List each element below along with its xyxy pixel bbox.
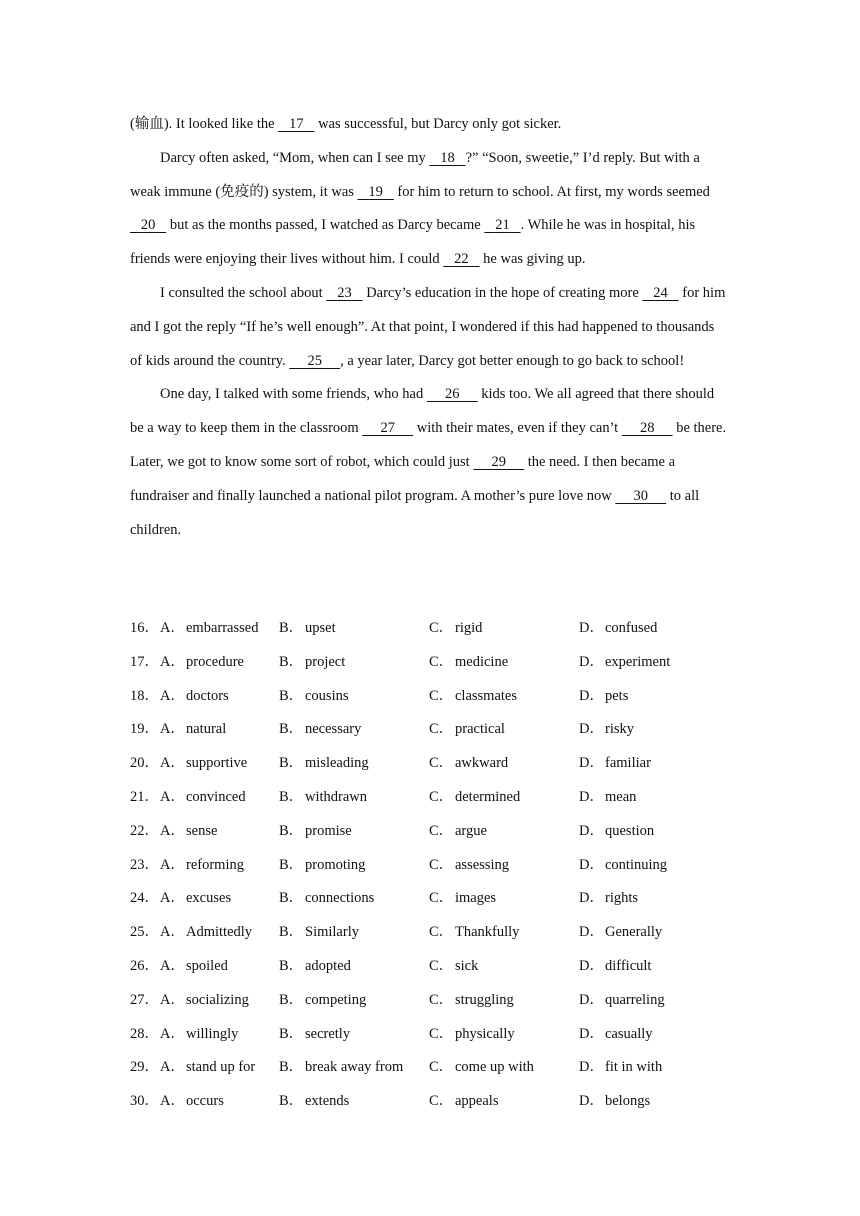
- option-letter: D．: [579, 620, 604, 636]
- passage: [130, 108, 728, 547]
- question-row: [130, 747, 740, 781]
- text-run: was successful, but Darcy only got sicker.: [314, 116, 562, 132]
- option-letter: D．: [579, 653, 604, 670]
- text-run: One day, I talked with some friends, who had: [160, 386, 427, 403]
- option-b: [279, 1085, 349, 1119]
- option-c: [429, 781, 520, 815]
- option-letter: A．: [160, 653, 185, 670]
- question-number: 28．: [130, 1025, 159, 1042]
- question-row: [130, 713, 740, 747]
- option-text: upset: [305, 620, 336, 636]
- option-letter: C．: [429, 957, 454, 974]
- option-letter: C．: [429, 924, 454, 941]
- option-text: physically: [455, 1025, 515, 1042]
- option-b: [279, 646, 345, 680]
- blank-17: 17: [289, 116, 304, 132]
- option-text: struggling: [455, 991, 514, 1008]
- option-a: [160, 1051, 255, 1085]
- option-text: stand up for: [186, 1059, 256, 1076]
- question-row: [130, 815, 740, 849]
- option-text: rights: [605, 890, 639, 907]
- option-c: [429, 747, 508, 781]
- option-text: supportive: [186, 755, 248, 772]
- paragraph-3: [130, 277, 728, 378]
- question-row: [130, 916, 740, 950]
- option-c: [429, 815, 487, 849]
- option-letter: D．: [579, 856, 604, 873]
- option-text: convinced: [186, 788, 246, 805]
- paragraph-4: [130, 378, 728, 547]
- blank-19: 19: [368, 183, 383, 200]
- option-b: [279, 747, 369, 781]
- option-a: [160, 950, 228, 984]
- option-letter: D．: [579, 755, 604, 772]
- option-text: medicine: [455, 653, 509, 670]
- option-letter: A．: [160, 957, 185, 974]
- option-text: appeals: [455, 1093, 499, 1110]
- option-letter: B．: [279, 1093, 304, 1110]
- option-d: [579, 1051, 662, 1085]
- option-letter: A．: [160, 1059, 185, 1076]
- option-text: argue: [455, 822, 487, 839]
- option-a: [160, 747, 247, 781]
- option-b: [279, 1051, 403, 1085]
- option-c: [429, 950, 478, 984]
- question-row: [130, 950, 740, 984]
- option-text: assessing: [455, 856, 509, 873]
- option-c: [429, 984, 514, 1018]
- option-a: [160, 680, 229, 714]
- text-run: kids too. We all agreed that there should be a way to keep them in the classroom: [130, 386, 715, 437]
- option-b: [279, 680, 349, 714]
- option-text: risky: [605, 721, 634, 738]
- option-letter: A．: [160, 1025, 185, 1042]
- option-text: pets: [605, 687, 629, 704]
- option-text: extends: [305, 1093, 350, 1110]
- option-letter: B．: [279, 890, 304, 907]
- option-b: [279, 984, 366, 1018]
- option-text: excuses: [186, 890, 232, 907]
- option-text: belongs: [605, 1093, 651, 1110]
- blank-21: 21: [495, 217, 510, 234]
- option-text: fit in with: [605, 1059, 663, 1076]
- text-run: I consulted the school about: [160, 284, 327, 301]
- question-number: 17．: [130, 653, 159, 670]
- option-d: [579, 781, 636, 815]
- text-run: Darcy’s education in the hope of creating more: [362, 284, 643, 301]
- option-letter: C．: [429, 653, 454, 670]
- blank-23: 23: [337, 284, 352, 301]
- option-letter: A．: [160, 890, 185, 907]
- blank-27: 27: [380, 420, 395, 437]
- option-text: Generally: [605, 924, 663, 941]
- option-letter: A．: [160, 721, 185, 738]
- text-run: with their mates, even if they can’t: [413, 420, 622, 437]
- blank-22: 22: [454, 251, 469, 268]
- option-letter: B．: [279, 991, 304, 1008]
- option-letter: B．: [279, 924, 304, 941]
- text-run: for him and I got the reply “If he’s well enough”. At that point, I wondered if this had happened to thousands of kids around the country.: [130, 284, 726, 369]
- option-d: [579, 950, 651, 984]
- option-letter: C．: [429, 755, 454, 772]
- option-text: project: [305, 653, 346, 670]
- option-text: confused: [605, 620, 658, 636]
- question-row: [130, 1085, 740, 1119]
- question-number: 21．: [130, 788, 159, 805]
- option-text: occurs: [186, 1093, 224, 1110]
- option-d: [579, 680, 628, 714]
- option-c: [429, 1018, 515, 1052]
- option-letter: D．: [579, 890, 604, 907]
- question-number: 26．: [130, 957, 159, 974]
- option-letter: C．: [429, 721, 454, 738]
- option-text: familiar: [605, 755, 651, 772]
- option-b: [279, 916, 359, 950]
- option-text: break away from: [305, 1059, 404, 1076]
- option-c: [429, 916, 519, 950]
- option-d: [579, 747, 651, 781]
- option-text: reforming: [186, 856, 244, 873]
- option-letter: A．: [160, 788, 185, 805]
- text-run: the need. I then became a fundraiser and finally launched a national pilot program. A mother’s pure love now: [130, 453, 676, 504]
- option-text: determined: [455, 788, 521, 805]
- text-run: but as the months passed, I watched as Darcy became: [166, 217, 485, 234]
- option-letter: B．: [279, 721, 304, 738]
- option-text: question: [605, 822, 655, 839]
- option-text: promoting: [305, 856, 366, 873]
- option-text: procedure: [186, 653, 244, 670]
- option-letter: D．: [579, 687, 604, 704]
- option-letter: B．: [279, 1059, 304, 1076]
- option-b: [279, 1018, 350, 1052]
- question-row: [130, 680, 740, 714]
- option-letter: A．: [160, 687, 185, 704]
- option-text: rigid: [455, 620, 483, 636]
- option-a: [160, 815, 217, 849]
- option-letter: C．: [429, 788, 454, 805]
- option-d: [579, 1085, 650, 1119]
- question-row: [130, 882, 740, 916]
- option-c: [429, 612, 482, 646]
- option-letter: C．: [429, 687, 454, 704]
- text-run: (输血). It looked like the: [130, 116, 279, 132]
- text-run: . While he was in hospital, his friends were enjoying their lives without him. I could: [130, 217, 696, 268]
- option-letter: B．: [279, 957, 304, 974]
- option-letter: C．: [429, 991, 454, 1008]
- option-text: adopted: [305, 957, 351, 974]
- blank-26: 26: [444, 386, 460, 403]
- question-number: 25．: [130, 924, 159, 941]
- option-a: [160, 1085, 224, 1119]
- option-text: secretly: [305, 1025, 351, 1042]
- option-c: [429, 713, 505, 747]
- option-a: [160, 849, 244, 883]
- option-d: [579, 984, 665, 1018]
- option-text: misleading: [305, 755, 369, 772]
- option-letter: A．: [160, 620, 185, 636]
- option-c: [429, 1051, 534, 1085]
- option-a: [160, 781, 246, 815]
- text-run: , a year later, Darcy got better enough to go back to school!: [340, 352, 685, 369]
- option-letter: A．: [160, 755, 185, 772]
- option-letter: B．: [279, 620, 304, 636]
- option-letter: A．: [160, 991, 185, 1008]
- question-number: 27．: [130, 991, 159, 1008]
- option-text: sense: [186, 822, 218, 839]
- option-text: Thankfully: [455, 924, 520, 941]
- option-c: [429, 680, 517, 714]
- text-run: Darcy often asked, “Mom, when can I see my: [160, 149, 430, 166]
- option-b: [279, 950, 351, 984]
- option-b: [279, 815, 352, 849]
- option-text: cousins: [305, 687, 349, 704]
- option-text: withdrawn: [305, 788, 368, 805]
- option-letter: D．: [579, 822, 604, 839]
- option-a: [160, 882, 231, 916]
- option-c: [429, 882, 496, 916]
- option-d: [579, 815, 654, 849]
- option-text: awkward: [455, 755, 509, 772]
- option-text: competing: [305, 991, 367, 1008]
- answer-options: [130, 612, 740, 1119]
- option-letter: A．: [160, 1093, 185, 1110]
- option-b: [279, 849, 365, 883]
- option-letter: C．: [429, 1093, 454, 1110]
- option-d: [579, 612, 657, 646]
- option-c: [429, 849, 509, 883]
- blank-30: 30: [633, 487, 648, 504]
- option-text: come up with: [455, 1059, 534, 1076]
- option-letter: D．: [579, 957, 604, 974]
- option-b: [279, 713, 361, 747]
- option-letter: A．: [160, 856, 185, 873]
- blank-18: 18: [440, 149, 455, 166]
- option-a: [160, 984, 249, 1018]
- option-text: images: [455, 890, 497, 907]
- option-d: [579, 916, 662, 950]
- option-b: [279, 781, 367, 815]
- option-text: Similarly: [305, 924, 359, 941]
- option-d: [579, 713, 634, 747]
- option-letter: B．: [279, 755, 304, 772]
- option-text: natural: [186, 721, 227, 738]
- option-d: [579, 849, 667, 883]
- option-text: embarrassed: [186, 620, 259, 636]
- option-text: casually: [605, 1025, 653, 1042]
- option-a: [160, 646, 244, 680]
- text-run: he was giving up.: [479, 251, 586, 268]
- option-letter: D．: [579, 721, 604, 738]
- question-row: [130, 849, 740, 883]
- option-text: necessary: [305, 721, 362, 738]
- option-text: difficult: [605, 957, 652, 974]
- option-letter: C．: [429, 620, 454, 636]
- option-letter: B．: [279, 822, 304, 839]
- option-letter: D．: [579, 1059, 604, 1076]
- option-letter: B．: [279, 1025, 304, 1042]
- option-letter: A．: [160, 924, 185, 941]
- text-run: be there. Later, we got to know some sort of robot, which could just: [130, 420, 727, 470]
- blank-25: 25: [307, 352, 322, 369]
- blank-28: 28: [639, 420, 655, 437]
- option-text: spoiled: [186, 957, 228, 974]
- option-text: mean: [605, 788, 637, 805]
- question-number: 29．: [130, 1059, 159, 1076]
- option-a: [160, 612, 258, 646]
- option-text: classmates: [455, 687, 518, 704]
- option-letter: D．: [579, 1025, 604, 1042]
- option-letter: A．: [160, 822, 185, 839]
- question-row: [130, 781, 740, 815]
- option-text: quarreling: [605, 991, 665, 1008]
- option-text: promise: [305, 822, 352, 839]
- question-number: 22．: [130, 822, 159, 839]
- option-text: willingly: [186, 1025, 239, 1042]
- blank-29: 29: [491, 453, 506, 470]
- question-number: 24．: [130, 890, 159, 907]
- text-run: ?” “Soon, sweetie,” I’d reply. But with a weak immune (免疫的) system, it was: [130, 149, 700, 200]
- question-number: 20．: [130, 755, 159, 772]
- option-letter: C．: [429, 1025, 454, 1042]
- question-number: 30．: [130, 1093, 159, 1110]
- option-letter: C．: [429, 890, 454, 907]
- paragraph-2: [130, 142, 728, 277]
- question-row: [130, 646, 740, 680]
- option-letter: C．: [429, 822, 454, 839]
- option-letter: C．: [429, 1059, 454, 1076]
- option-c: [429, 1085, 498, 1119]
- option-a: [160, 713, 226, 747]
- question-row: [130, 1018, 740, 1052]
- option-text: socializing: [186, 991, 249, 1008]
- option-text: doctors: [186, 687, 229, 704]
- option-text: Admittedly: [186, 924, 253, 941]
- blank-24: 24: [653, 284, 668, 301]
- question-row: [130, 1051, 740, 1085]
- question-number: 16．: [130, 620, 159, 636]
- option-letter: C．: [429, 856, 454, 873]
- option-b: [279, 882, 374, 916]
- option-text: sick: [455, 957, 479, 974]
- option-d: [579, 1018, 653, 1052]
- text-run: for him to return to school. At first, my words seemed: [393, 183, 710, 200]
- blank-20: 20: [140, 217, 156, 234]
- option-letter: B．: [279, 653, 304, 670]
- option-letter: B．: [279, 788, 304, 805]
- option-text: connections: [305, 890, 375, 907]
- option-letter: D．: [579, 924, 604, 941]
- paragraph-1: [130, 108, 728, 142]
- text-run: to all children.: [130, 487, 700, 538]
- question-number: 23．: [130, 856, 159, 873]
- option-a: [160, 916, 252, 950]
- option-c: [429, 646, 508, 680]
- question-row: [130, 612, 740, 646]
- question-row: [130, 984, 740, 1018]
- option-letter: D．: [579, 788, 604, 805]
- option-text: continuing: [605, 856, 668, 873]
- option-text: experiment: [605, 653, 671, 670]
- option-a: [160, 1018, 238, 1052]
- question-number: 19．: [130, 721, 159, 738]
- option-letter: B．: [279, 856, 304, 873]
- option-letter: D．: [579, 991, 604, 1008]
- option-text: practical: [455, 721, 505, 738]
- option-b: [279, 612, 336, 646]
- option-letter: B．: [279, 687, 304, 704]
- option-d: [579, 882, 638, 916]
- option-letter: D．: [579, 1093, 604, 1110]
- option-d: [579, 646, 670, 680]
- question-number: 18．: [130, 687, 159, 704]
